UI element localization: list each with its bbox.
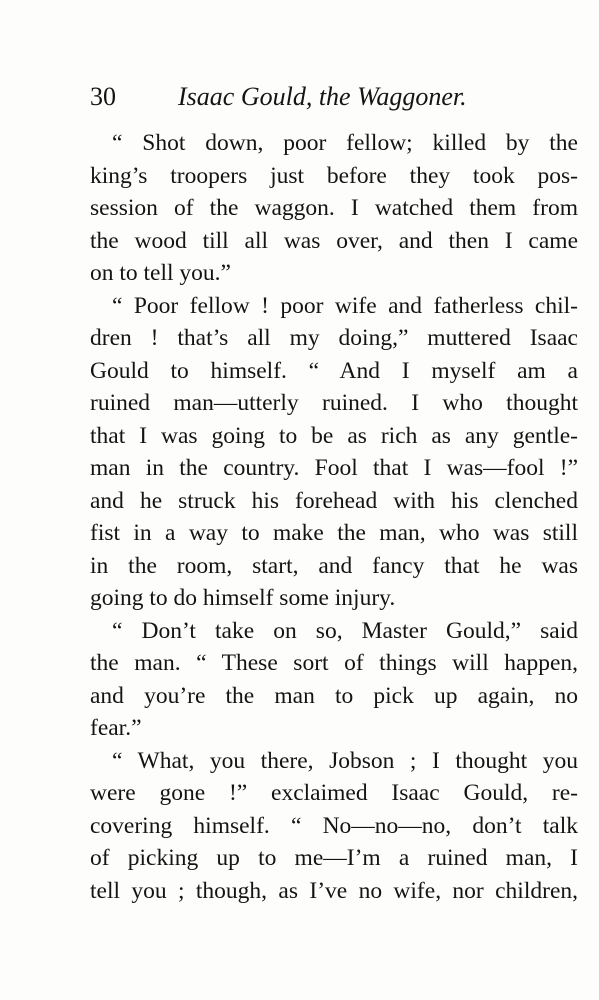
text-line: tell you ; though, as I’ve no wife, nor children, [90, 877, 578, 904]
text-line: Gould to himself. “ And I myself am a [90, 357, 578, 384]
text-line: that I was going to be as rich as any gentle- [90, 422, 578, 449]
text-line: and you’re the man to pick up again, no [90, 682, 578, 709]
text-line: fist in a way to make the man, who was still [90, 520, 578, 546]
running-head [90, 80, 510, 114]
body-text [90, 127, 578, 907]
text-line: ruined man—utterly ruined. I who thought [90, 390, 578, 416]
text-line: and he struck his forehead with his clenched [90, 487, 578, 514]
page-number: 30 [90, 82, 116, 111]
text-line: man in the country. Fool that I was—fool !” [90, 455, 578, 481]
text-line: on to tell you.” [90, 260, 231, 286]
text-line: the wood till all was over, and then I came [90, 227, 578, 254]
text-line: going to do himself some injury. [90, 585, 396, 611]
text-line: “ Poor fellow ! poor wife and fatherless chil- [112, 292, 578, 319]
text-line: dren ! that’s all my doing,” muttered Isaac [90, 325, 578, 351]
text-line: king’s troopers just before they took pos- [90, 162, 578, 189]
text-line: fear.” [90, 715, 142, 741]
text-line: of picking up to me—I’m a ruined man, I [90, 845, 578, 871]
text-line: covering himself. “ No—no—no, don’t talk [90, 812, 578, 839]
text-line: in the room, start, and fancy that he was [90, 552, 578, 579]
text-line: the man. “ These sort of things will happen, [90, 650, 578, 676]
text-line: session of the waggon. I watched them from [90, 195, 578, 221]
text-line: were gone !” exclaimed Isaac Gould, re- [90, 780, 578, 806]
text-line: “ Don’t take on so, Master Gould,” said [112, 617, 578, 644]
text-line: “ Shot down, poor fellow; killed by the [112, 130, 578, 156]
text-line: “ What, you there, Jobson ; I thought you [112, 747, 578, 774]
running-title: Isaac Gould, the Waggoner. [178, 82, 467, 111]
